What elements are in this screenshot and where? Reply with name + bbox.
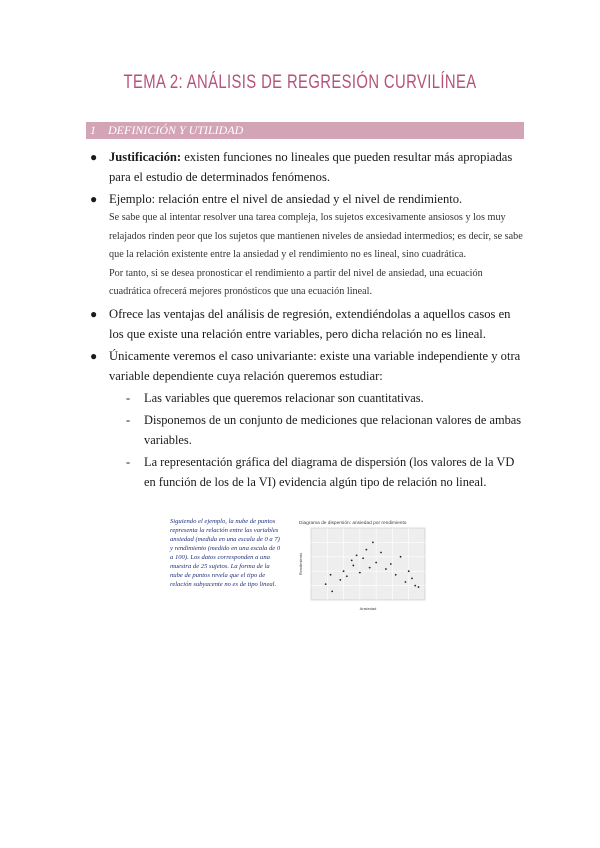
data-point xyxy=(414,585,416,587)
sub-item xyxy=(88,452,524,492)
bullet-ventajas xyxy=(88,304,524,344)
section-header xyxy=(86,122,524,139)
data-point xyxy=(372,542,374,544)
data-point xyxy=(408,570,410,572)
sub-item-text: Disponemos de un conjunto de mediciones que relacionan valores de ambas variables. xyxy=(144,412,522,447)
bullet-icon: ● xyxy=(90,192,98,206)
data-point xyxy=(325,583,327,585)
data-point xyxy=(411,578,413,580)
data-point xyxy=(418,586,420,588)
figure-caption: Siguiendo el ejemplo, la nube de puntos representa la relación entre las variables ansiedad (medida en una escala de 0 a 7) y rendimiento (medido en una escala de 0 a 100). Los datos corresponden a una muestra de 25 sujetos. La forma de la nube de puntos revela que el tipo de relación subyacente no es de tipo lineal. xyxy=(170,518,281,588)
x-axis-label: Ansiedad xyxy=(359,606,377,611)
bullet-bold-label: Justificación: xyxy=(109,150,182,164)
data-point xyxy=(352,565,354,567)
scatter-plot xyxy=(295,517,430,613)
bullet-ejemplo xyxy=(88,189,524,302)
figure xyxy=(170,517,430,613)
sub-item xyxy=(88,388,524,408)
section-title: DEFINICIÓN Y UTILIDAD xyxy=(108,123,244,137)
data-point xyxy=(351,560,353,562)
data-point xyxy=(331,590,333,592)
data-point xyxy=(400,556,402,558)
dash-icon: - xyxy=(126,454,131,469)
data-point xyxy=(330,574,332,576)
content-body xyxy=(88,147,524,494)
bullet-univariante xyxy=(88,346,524,386)
plot-title: Diagrama de dispersión: ansiedad por rendimiento xyxy=(299,521,407,526)
bullet-icon: ● xyxy=(90,150,98,164)
data-point xyxy=(390,563,392,565)
data-point xyxy=(395,574,397,576)
bullet-icon: ● xyxy=(90,306,98,321)
data-point xyxy=(365,549,367,551)
bullet-icon: ● xyxy=(90,348,98,363)
example-paragraph-1: Se sabe que al intentar resolver una tarea compleja, los sujetos excesivamente ansiosos y los muy relajados rinden peor que los sujetos que mantienen niveles de ansiedad intermedios; es decir, se sabe que la relación existente entre la ansiedad y el rendimiento no es lineal, sino cuadrática. xyxy=(109,212,523,260)
dash-icon: - xyxy=(126,412,131,427)
y-axis-label: Rendimiento xyxy=(298,552,303,576)
sub-item-text: Las variables que queremos relacionar son cuantitativas. xyxy=(144,390,424,405)
data-point xyxy=(362,557,364,559)
data-point xyxy=(346,575,348,577)
data-point xyxy=(369,567,371,569)
sub-item xyxy=(88,410,524,450)
data-point xyxy=(339,579,341,581)
data-point xyxy=(359,572,361,574)
data-point xyxy=(356,554,358,556)
section-number: 1 xyxy=(90,123,96,137)
bullet-text: Ofrece las ventajas del análisis de regresión, extendiéndolas a aquellos casos en los que existe una relación entre variables, pero dicha relación no es lineal. xyxy=(109,306,511,341)
data-point xyxy=(380,552,382,554)
sub-item-text: La representación gráfica del diagrama de dispersión (los valores de la VD en función de los de la VI) evidencia algún tipo de relación no lineal. xyxy=(144,454,515,489)
dash-icon: - xyxy=(126,390,131,405)
example-paragraph-2: Por tanto, si se desea pronosticar el rendimiento a partir del nivel de ansiedad, una ecuación cuadrática ofrecerá mejores pronósticos que una ecuación lineal. xyxy=(109,267,483,297)
data-point xyxy=(385,568,387,570)
bullet-justificacion xyxy=(88,147,524,187)
bullet-text: Ejemplo: relación entre el nivel de ansiedad y el nivel de rendimiento. xyxy=(109,192,463,206)
plot-area xyxy=(311,528,425,600)
data-point xyxy=(375,562,377,564)
data-point xyxy=(343,570,345,572)
page-title: TEMA 2: ANÁLISIS DE REGRESIÓN CURVILÍNEA xyxy=(123,72,477,93)
data-point xyxy=(405,581,407,583)
bullet-text: Únicamente veremos el caso univariante: existe una variable independiente y otra variable dependiente cuya relación queremos estudiar: xyxy=(109,348,521,383)
bullet-text: existen funciones no lineales que pueden resultar más apropiadas para el estudio de determinados fenómenos. xyxy=(109,150,513,184)
